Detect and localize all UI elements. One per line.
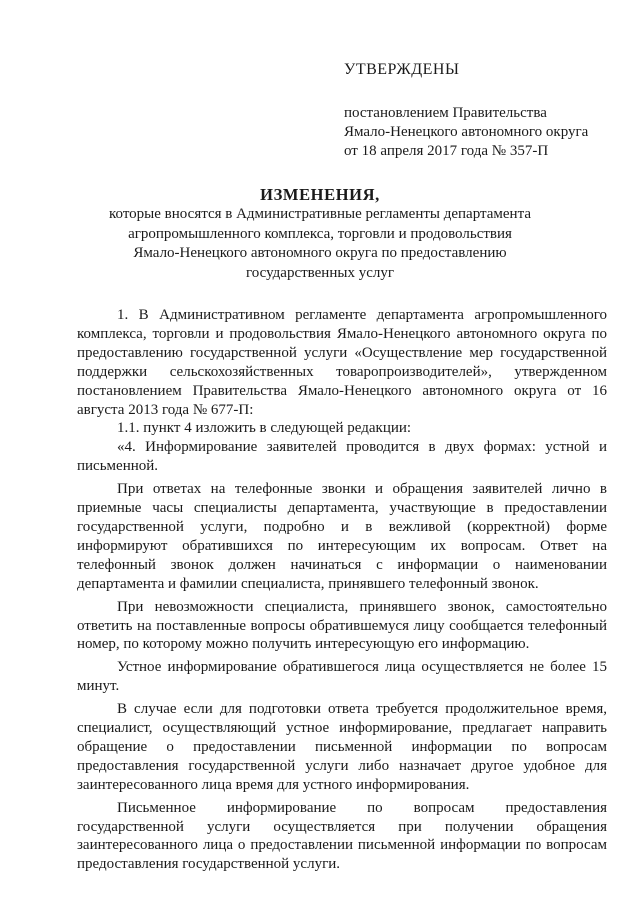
paragraph: Письменное информирование по вопросам предоставления государственной услуги осуществляется при получении обращения заинтересованного лица о предоставлении письменной информации по вопросам предоставления государственной услуги. [77, 799, 607, 873]
paragraph: 1.1. пункт 4 изложить в следующей редакции: [117, 420, 412, 437]
paragraph: При невозможности специалиста, принявшего звонок, самостоятельно ответить на поставленные вопросы обратившемуся лицу сообщается телефонный номер, по которому можно получить интересующую его информацию. [77, 598, 607, 653]
paragraph: 1. В Административном регламенте департамента агропромышленного комплекса, торговли и продовольствия Ямало-Ненецкого автономного округа по предоставлению государственной услуги «Осуществление мер государственной поддержки сельскохозяйственных товаропроизводителей», утвержденном постановлением Правительства Ямало-Ненецкого автономного округа от 16 августа 2013 года № 677-П: [77, 307, 607, 418]
approval-line: от 18 апреля 2017 года № 357-П [344, 143, 549, 159]
subtitle-line: государственных услуг [245, 264, 394, 281]
approval-stamp: УТВЕРЖДЕНЫ [344, 61, 460, 78]
paragraph: При ответах на телефонные звонки и обращения заявителей лично в приемные часы специалисты департамента, участвующие в предоставлении государственной услуги, подробно и в вежливой (корректной) форме информируют обратившихся по интересующим их вопросам. Ответ на телефонный звонок должен начинаться с информации о наименовании департамента и фамилии специалиста, принявшего телефонный звонок. [77, 481, 607, 592]
document-body [77, 306, 607, 874]
approval-block [344, 104, 588, 161]
subtitle-line: агропромышленного комплекса, торговли и продовольствия [128, 225, 512, 242]
paragraph: «4. Информирование заявителей проводится в двух формах: устной и письменной. [77, 439, 607, 475]
approval-line: постановлением Правительства [344, 105, 547, 121]
document-heading [0, 185, 640, 283]
subtitle-line: которые вносятся в Административные регламенты департамента [109, 206, 531, 222]
document-title: ИЗМЕНЕНИЯ, [260, 185, 380, 204]
approval-line: Ямало-Ненецкого автономного округа [344, 124, 589, 140]
subtitle-line: Ямало-Ненецкого автономного округа по предоставлению [133, 245, 507, 261]
paragraph: Устное информирование обратившегося лица осуществляется не более 15 минут. [77, 659, 607, 695]
paragraph: В случае если для подготовки ответа требуется продолжительное время, специалист, осуществляющий устное информирование, предлагает направить обращение о предоставлении письменной информации по вопросам предоставления государственной услуги либо назначает другое удобное для заинтересованного лица время для устного информирования. [77, 701, 607, 793]
